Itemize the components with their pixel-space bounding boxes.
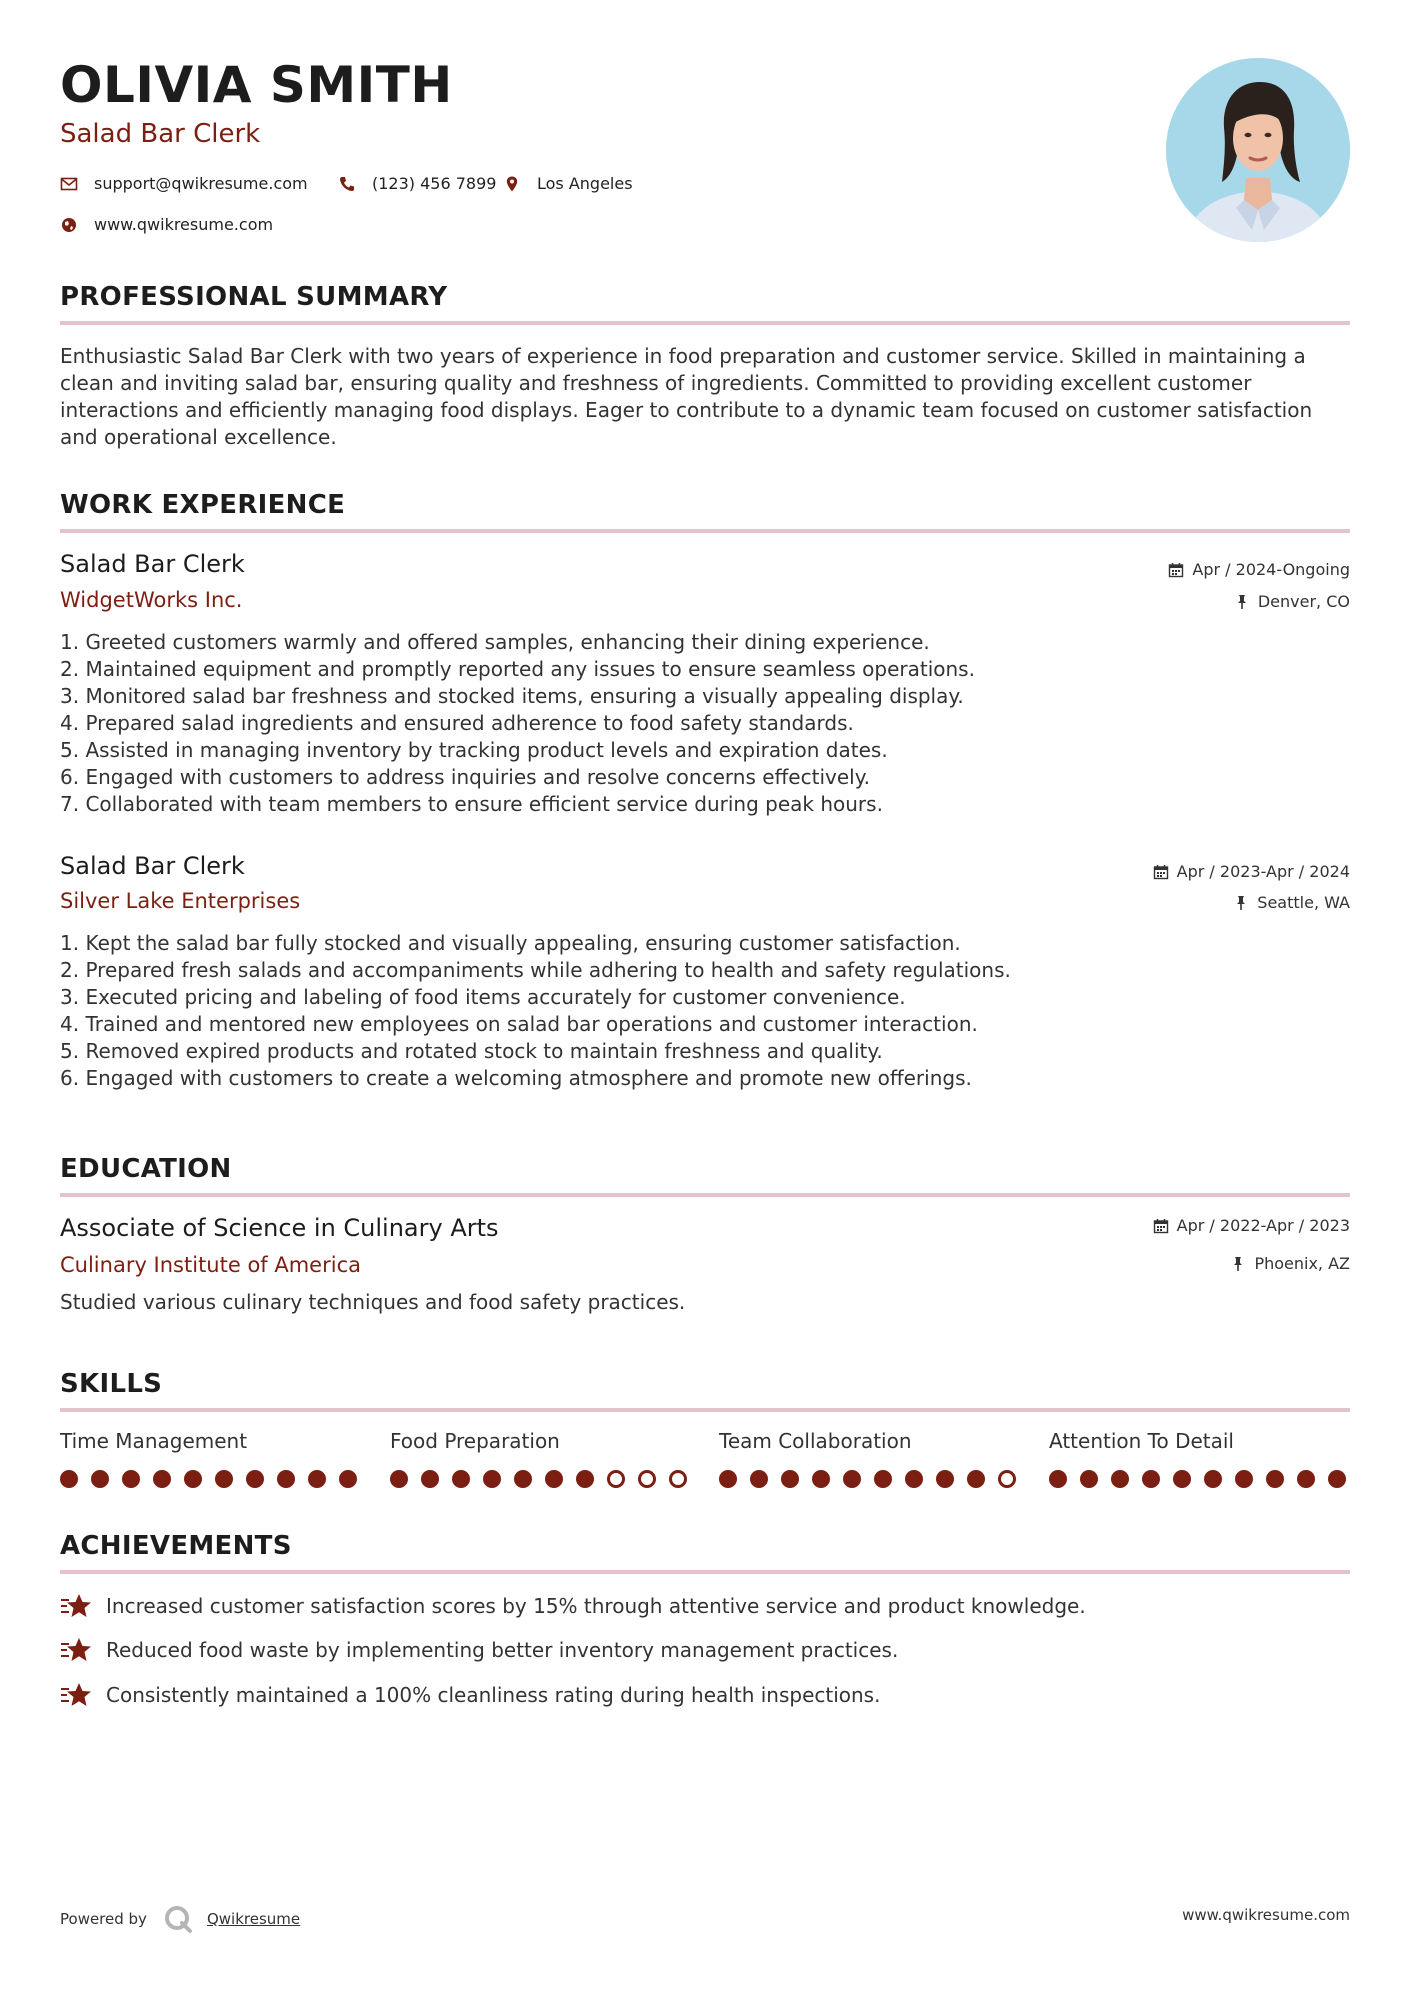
duty-item: 3. Monitored salad bar freshness and stocked items, ensuring a visually appealing display. [60, 684, 964, 708]
education-dates [1153, 1216, 1350, 1235]
rating-dot-filled [1235, 1470, 1253, 1488]
profile-photo [1166, 58, 1350, 242]
rating-dot-filled [390, 1470, 408, 1488]
education-heading: EDUCATION [60, 1154, 232, 1184]
achievement-item [60, 1592, 1086, 1620]
education-degree: Associate of Science in Culinary Arts [60, 1214, 499, 1242]
rating-dot-filled [277, 1470, 295, 1488]
experience-heading: WORK EXPERIENCE [60, 490, 346, 520]
rating-dot-filled [905, 1470, 923, 1488]
rating-dot-empty [638, 1470, 656, 1488]
rating-dot-filled [843, 1470, 861, 1488]
skill-name: Attention To Detail [1049, 1429, 1234, 1453]
rating-dot-empty [607, 1470, 625, 1488]
rating-dot-filled [60, 1470, 78, 1488]
duty-item: 2. Prepared fresh salads and accompaniments while adhering to health and safety regulations. [60, 958, 1011, 982]
powered-by-label: Powered by [60, 1910, 147, 1928]
job-2-dates [1153, 862, 1350, 881]
pushpin-icon [1230, 1256, 1246, 1272]
envelope-icon [60, 175, 78, 193]
skill-item [1049, 1429, 1346, 1488]
rating-dot-filled [1266, 1470, 1284, 1488]
rating-dot-filled [1111, 1470, 1129, 1488]
duty-item: 6. Engaged with customers to address inquiries and resolve concerns effectively. [60, 765, 871, 789]
globe-icon [60, 216, 78, 234]
skill-item [60, 1429, 357, 1488]
calendar-icon [1153, 1218, 1169, 1234]
contact-phone[interactable] [338, 174, 496, 193]
candidate-name: OLIVIA SMITH [60, 56, 453, 114]
website-text: www.qwikresume.com [94, 215, 274, 234]
education-location [1230, 1254, 1350, 1273]
education-location-text: Phoenix, AZ [1254, 1254, 1350, 1273]
rating-dot-filled [545, 1470, 563, 1488]
duty-item: 6. Engaged with customers to create a welcoming atmosphere and promote new offerings. [60, 1066, 972, 1090]
duty-item: 5. Assisted in managing inventory by tracking product levels and expiration dates. [60, 738, 888, 762]
pushpin-icon [1233, 895, 1249, 911]
skill-name: Team Collaboration [719, 1429, 912, 1453]
star-achievement-icon [60, 1636, 92, 1664]
duty-item: 3. Executed pricing and labeling of food items accurately for customer convenience. [60, 985, 906, 1009]
rating-dot-filled [215, 1470, 233, 1488]
rating-dot-filled [576, 1470, 594, 1488]
rating-dot-filled [246, 1470, 264, 1488]
achievement-text: Consistently maintained a 100% cleanliness rating during health inspections. [106, 1683, 881, 1707]
rating-dot-filled [122, 1470, 140, 1488]
skill-name: Time Management [60, 1429, 248, 1453]
achievements-divider [60, 1570, 1350, 1574]
job-2-dates-text: Apr / 2023-Apr / 2024 [1176, 862, 1350, 881]
job-1-location [1234, 592, 1350, 611]
rating-dot-filled [153, 1470, 171, 1488]
location-text: Los Angeles [537, 174, 633, 193]
rating-dot-filled [936, 1470, 954, 1488]
achievements-heading: ACHIEVEMENTS [60, 1531, 292, 1561]
rating-dot-filled [967, 1470, 985, 1488]
rating-dot-filled [483, 1470, 501, 1488]
rating-dot-filled [750, 1470, 768, 1488]
calendar-icon [1153, 864, 1169, 880]
footer-branding [60, 1904, 300, 1934]
job-1-location-text: Denver, CO [1257, 592, 1350, 611]
job-1-title: Salad Bar Clerk [60, 550, 245, 578]
pushpin-icon [1234, 594, 1250, 610]
job-2-title: Salad Bar Clerk [60, 852, 245, 880]
contact-location [503, 174, 633, 193]
skills-divider [60, 1408, 1350, 1412]
rating-dot-filled [514, 1470, 532, 1488]
rating-dot-filled [184, 1470, 202, 1488]
rating-dot-filled [812, 1470, 830, 1488]
skill-item [719, 1429, 1016, 1488]
skills-heading: SKILLS [60, 1369, 163, 1399]
skill-name: Food Preparation [390, 1429, 560, 1453]
rating-dot-filled [874, 1470, 892, 1488]
job-2-company: Silver Lake Enterprises [60, 889, 301, 913]
rating-dot-filled [339, 1470, 357, 1488]
rating-dot-filled [1049, 1470, 1067, 1488]
rating-dot-filled [452, 1470, 470, 1488]
rating-dot-empty [669, 1470, 687, 1488]
rating-dot-filled [1328, 1470, 1346, 1488]
summary-divider [60, 321, 1350, 325]
rating-dot-empty [998, 1470, 1016, 1488]
duty-item: 2. Maintained equipment and promptly reported any issues to ensure seamless operations. [60, 657, 975, 681]
rating-dot-filled [308, 1470, 326, 1488]
contact-website[interactable] [60, 215, 273, 234]
duty-item: 7. Collaborated with team members to ensure efficient service during peak hours. [60, 792, 883, 816]
skill-item [390, 1429, 687, 1488]
candidate-role: Salad Bar Clerk [60, 119, 261, 149]
rating-dot-filled [1142, 1470, 1160, 1488]
rating-dot-filled [421, 1470, 439, 1488]
duty-item: 4. Prepared salad ingredients and ensured adherence to food safety standards. [60, 711, 854, 735]
qwikresume-logo-icon [163, 1904, 193, 1934]
contact-email[interactable] [60, 174, 308, 193]
rating-dot-filled [1173, 1470, 1191, 1488]
job-1-dates [1168, 560, 1350, 579]
education-divider [60, 1193, 1350, 1197]
qwikresume-link[interactable]: Qwikresume [206, 1910, 301, 1928]
skill-rating [1049, 1470, 1346, 1488]
star-achievement-icon [60, 1592, 92, 1620]
duty-item: 5. Removed expired products and rotated stock to maintain freshness and quality. [60, 1039, 883, 1063]
achievement-item [60, 1681, 880, 1709]
rating-dot-filled [1297, 1470, 1315, 1488]
rating-dot-filled [1080, 1470, 1098, 1488]
phone-icon [338, 175, 356, 193]
summary-heading: PROFESSIONAL SUMMARY [60, 282, 448, 312]
rating-dot-filled [1204, 1470, 1222, 1488]
duty-item: 1. Greeted customers warmly and offered samples, enhancing their dining experience. [60, 630, 930, 654]
phone-text: (123) 456 7899 [372, 174, 497, 193]
education-dates-text: Apr / 2022-Apr / 2023 [1176, 1216, 1350, 1235]
duty-item: 1. Kept the salad bar fully stocked and visually appealing, ensuring customer satisfaction. [60, 931, 961, 955]
map-pin-icon [503, 175, 521, 193]
summary-text: Enthusiastic Salad Bar Clerk with two years of experience in food preparation and customer service. Skilled in maintaining a clean and inviting salad bar, ensuring quality and freshness of ingredients. Committed to providing excellent customer interactions and efficiently managing food displays. Eager to contribute to a dynamic team focused on customer satisfaction and operational excellence. [60, 344, 1313, 449]
rating-dot-filled [91, 1470, 109, 1488]
experience-divider [60, 529, 1350, 533]
skill-rating [390, 1470, 687, 1488]
email-text: support@qwikresume.com [94, 174, 308, 193]
job-1-company: WidgetWorks Inc. [60, 588, 243, 612]
duty-item: 4. Trained and mentored new employees on salad bar operations and customer interaction. [60, 1012, 978, 1036]
achievement-item [60, 1636, 898, 1664]
footer-website[interactable]: www.qwikresume.com [1182, 1906, 1350, 1924]
job-2-duties [60, 930, 1350, 1092]
skill-rating [60, 1470, 357, 1488]
calendar-icon [1168, 562, 1184, 578]
education-school: Culinary Institute of America [60, 1253, 361, 1277]
job-2-location [1233, 893, 1350, 912]
education-description: Studied various culinary techniques and food safety practices. [60, 1290, 686, 1314]
job-2-location-text: Seattle, WA [1257, 893, 1350, 912]
rating-dot-filled [719, 1470, 737, 1488]
rating-dot-filled [781, 1470, 799, 1488]
achievement-text: Increased customer satisfaction scores by 15% through attentive service and product knowledge. [106, 1594, 1086, 1618]
job-1-duties [60, 629, 1350, 818]
star-achievement-icon [60, 1681, 92, 1709]
job-1-dates-text: Apr / 2024-Ongoing [1192, 560, 1350, 579]
skill-rating [719, 1470, 1016, 1488]
achievement-text: Reduced food waste by implementing better inventory management practices. [106, 1638, 899, 1662]
